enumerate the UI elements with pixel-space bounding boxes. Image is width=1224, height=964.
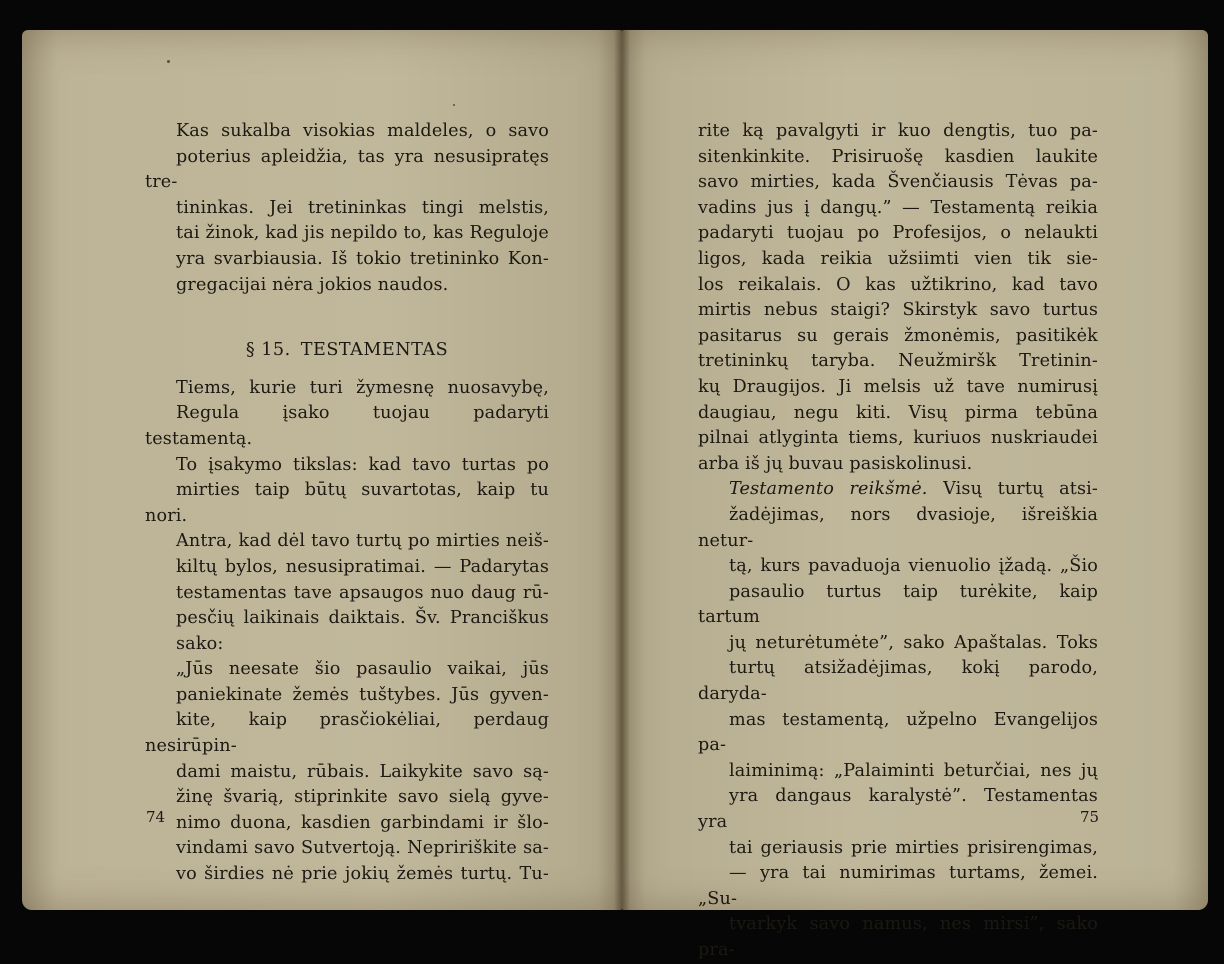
text-line: mirties taip būtų suvartotas, kaip tu nori.	[145, 480, 549, 526]
left-page-text	[145, 119, 549, 888]
continuation-paragraph	[698, 119, 1098, 477]
text-line: tai geriausis prie mirties prisirengimas,	[729, 837, 1098, 858]
text-line: pilnai atlyginta tiems, kuriuos nuskriaudei	[698, 428, 1098, 449]
text-line: pesčių laikinais daiktais. Šv. Pranciškus	[176, 608, 549, 629]
paper-speck	[453, 104, 455, 106]
text-line: žadėjimas, nors dvasioje, išreiškia netur-	[698, 504, 1098, 551]
text-line: vindami savo Sutvertoją. Nepririškite sa-	[176, 838, 549, 859]
text-line: mas testamentą, užpelno Evangelijos pa-	[698, 709, 1098, 756]
text-line: sako:	[176, 633, 224, 654]
text-line: paniekinate žemės tuštybes. Jūs gyven-	[176, 684, 549, 705]
text-fragment: Visų turtų atsi-	[943, 479, 1099, 500]
text-line: ligos, kada reikia užsiimti vien tik sie-	[698, 248, 1098, 269]
section-heading	[145, 338, 549, 364]
text-line: „Jūs neesate šio pasaulio vaikai, jūs	[176, 659, 549, 680]
text-line: tvarkyk savo namus, nes mirsi”, sako pra-	[698, 914, 1098, 960]
text-line: Antra, kad dėl tavo turtų po mirties neiš-	[176, 531, 549, 552]
quote-paragraph	[145, 657, 549, 887]
text-line: poterius apleidžia, tas yra nesusipratęs tre-	[145, 146, 549, 193]
page-number-left: 74	[146, 808, 166, 826]
text-line: laiminimą: „Palaiminti beturčiai, nes jų	[729, 760, 1098, 781]
section-symbol: § 15.	[245, 340, 291, 361]
text-line: nimo duona, kasdien garbindami ir šlo-	[176, 812, 549, 833]
text-line: tininkas. Jei tretininkas tingi melstis,	[176, 197, 549, 218]
intro-paragraph	[145, 119, 549, 298]
text-line: Tiems, kurie turi žymesnę nuosavybę,	[176, 377, 549, 398]
text-line: Regula įsako tuojau padaryti testamentą.	[145, 403, 549, 449]
text-line: kiltų bylos, nesusipratimai. — Padarytas	[176, 556, 549, 577]
page-number-right: 75	[1080, 808, 1100, 826]
text-line: turtų atsižadėjimas, kokį parodo, daryda-	[698, 658, 1098, 705]
text-line: jų neturėtumėte”, sako Apaštalas. Toks	[729, 632, 1098, 653]
text-line: kų Draugijos. Ji melsis už tave numirusį	[698, 376, 1098, 397]
testament-paragraph	[145, 376, 549, 658]
text-line: pasaulio turtus taip turėkite, kaip tartum	[698, 581, 1098, 628]
text-line: yra dangaus karalystė”. Testamentas yra	[698, 786, 1098, 833]
text-line: tai žinok, kad jis nepildo to, kas Reguloje	[176, 223, 549, 244]
text-line: arba iš jų buvau pasiskolinusi.	[698, 453, 973, 474]
text-line: gregacijai nėra jokios naudos.	[176, 274, 449, 295]
book-gutter	[614, 30, 630, 910]
text-line: pasitarus su gerais žmonėmis, pasitikėk	[698, 325, 1098, 346]
text-line: mirtis nebus staigi? Skirstyk savo turtus	[698, 300, 1098, 321]
text-line: vadins jus į dangų.” — Testamentą reikia	[698, 197, 1098, 218]
text-line: Kas sukalba visokias maldeles, o savo	[176, 121, 549, 141]
right-page-text	[698, 119, 1098, 964]
text-line: testamentas tave apsaugos nuo daug rū-	[176, 582, 549, 603]
text-line: žinę švarią, stiprinkite savo sielą gyve-	[176, 787, 549, 808]
text-line: savo mirties, kada Švenčiausis Tėvas pa-	[698, 172, 1098, 193]
section-title: TESTAMENTAS	[300, 340, 449, 361]
text-line: padaryti tuojau po Profesijos, o nelaukti	[698, 223, 1098, 244]
paper-speck	[167, 60, 170, 63]
text-line	[698, 477, 1098, 503]
text-line: yra svarbiausia. Iš tokio tretininko Kon-	[176, 248, 549, 269]
text-line: rite ką pavalgyti ir kuo dengtis, tuo pa-	[698, 121, 1098, 141]
text-line: dami maistu, rūbais. Laikykite savo są-	[176, 761, 549, 782]
text-line: los reikalais. O kas užtikrino, kad tavo	[698, 274, 1098, 295]
significance-paragraph	[698, 477, 1098, 963]
text-line: kite, kaip prasčiokėliai, perdaug nesirūpin-	[145, 710, 549, 757]
text-line: tretininkų taryba. Neužmiršk Tretinin-	[698, 351, 1098, 372]
text-line: vo širdies nė prie jokių žemės turtų. Tu-	[176, 864, 549, 885]
text-line: sitenkinkite. Prisiruošę kasdien laukite	[698, 146, 1098, 167]
text-line: daugiau, negu kiti. Visų pirma tebūna	[698, 402, 1098, 423]
text-line: — yra tai numirimas turtams, žemei. „Su-	[698, 863, 1098, 909]
italic-subheading: Testamento reikšmė.	[729, 479, 928, 500]
text-line: To įsakymo tikslas: kad tavo turtas po	[176, 454, 549, 475]
text-line: tą, kurs pavaduoja vienuolio įžadą. „Šio	[729, 556, 1098, 577]
